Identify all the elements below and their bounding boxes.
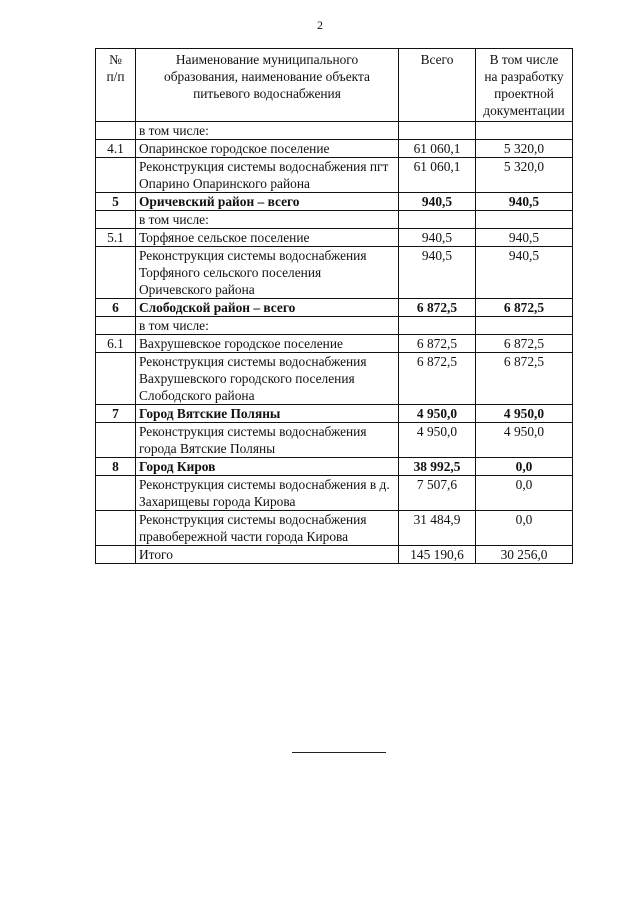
row-design-docs (476, 122, 573, 140)
row-total: 38 992,5 (399, 458, 476, 476)
table-row (96, 211, 573, 229)
header-incl: В том числе на разработку проектной документации (476, 49, 573, 122)
row-total: 940,5 (399, 247, 476, 299)
table-header (96, 49, 573, 122)
row-design-docs: 0,0 (476, 511, 573, 546)
separator-line (292, 752, 386, 753)
row-number: 5.1 (96, 229, 136, 247)
row-design-docs: 5 320,0 (476, 140, 573, 158)
row-total (399, 317, 476, 335)
row-name: Оричевский район – всего (136, 193, 399, 211)
row-name: Реконструкция системы водоснабжения Торфяного сельского поселения Оричевского района (136, 247, 399, 299)
row-name: Итого (136, 546, 399, 564)
row-name: в том числе: (136, 211, 399, 229)
row-name: Торфяное сельское поселение (136, 229, 399, 247)
row-number (96, 353, 136, 405)
table-row (96, 317, 573, 335)
row-design-docs: 6 872,5 (476, 299, 573, 317)
row-number (96, 247, 136, 299)
table-row (96, 140, 573, 158)
row-design-docs: 30 256,0 (476, 546, 573, 564)
table-row (96, 476, 573, 511)
row-total: 31 484,9 (399, 511, 476, 546)
row-number (96, 511, 136, 546)
row-design-docs: 5 320,0 (476, 158, 573, 193)
table-row (96, 405, 573, 423)
row-design-docs: 4 950,0 (476, 423, 573, 458)
row-total: 6 872,5 (399, 353, 476, 405)
row-total: 4 950,0 (399, 405, 476, 423)
row-name: Слободской район – всего (136, 299, 399, 317)
row-name: Реконструкция системы водоснабжения правобережной части города Кирова (136, 511, 399, 546)
row-design-docs: 0,0 (476, 476, 573, 511)
header-num: № п/п (96, 49, 136, 122)
row-total: 7 507,6 (399, 476, 476, 511)
row-total: 61 060,1 (399, 140, 476, 158)
row-name: Город Киров (136, 458, 399, 476)
table-row (96, 299, 573, 317)
row-number (96, 546, 136, 564)
row-design-docs (476, 211, 573, 229)
row-name: Реконструкция системы водоснабжения Вахрушевского городского поселения Слободского района (136, 353, 399, 405)
row-total: 4 950,0 (399, 423, 476, 458)
row-number: 6.1 (96, 335, 136, 353)
header-name: Наименование муниципального образования, наименование объекта питьевого водоснабжения (136, 49, 399, 122)
table-row (96, 546, 573, 564)
row-total: 61 060,1 (399, 158, 476, 193)
row-number: 4.1 (96, 140, 136, 158)
row-number (96, 122, 136, 140)
row-number: 7 (96, 405, 136, 423)
row-number (96, 476, 136, 511)
row-name: в том числе: (136, 122, 399, 140)
funding-table (95, 48, 573, 564)
table-row (96, 511, 573, 546)
page-number: 2 (317, 18, 323, 32)
row-total (399, 122, 476, 140)
table-row (96, 423, 573, 458)
row-total: 145 190,6 (399, 546, 476, 564)
table-row (96, 229, 573, 247)
row-number (96, 423, 136, 458)
row-total: 6 872,5 (399, 299, 476, 317)
header-total: Всего (399, 49, 476, 122)
row-design-docs: 940,5 (476, 229, 573, 247)
row-design-docs: 6 872,5 (476, 335, 573, 353)
table-row (96, 158, 573, 193)
row-name: Реконструкция системы водоснабжения пгт Опарино Опаринского района (136, 158, 399, 193)
row-name: в том числе: (136, 317, 399, 335)
table-row (96, 335, 573, 353)
table-row (96, 122, 573, 140)
row-design-docs: 940,5 (476, 247, 573, 299)
row-number (96, 158, 136, 193)
row-name: Реконструкция системы водоснабжения в д. Захарищевы города Кирова (136, 476, 399, 511)
row-number (96, 211, 136, 229)
row-name: Опаринское городское поселение (136, 140, 399, 158)
row-name: Город Вятские Поляны (136, 405, 399, 423)
row-name: Вахрушевское городское поселение (136, 335, 399, 353)
row-name: Реконструкция системы водоснабжения города Вятские Поляны (136, 423, 399, 458)
row-design-docs (476, 317, 573, 335)
row-number: 8 (96, 458, 136, 476)
row-design-docs: 6 872,5 (476, 353, 573, 405)
row-number (96, 317, 136, 335)
table-row (96, 458, 573, 476)
table-row (96, 193, 573, 211)
table-row (96, 247, 573, 299)
table-body (96, 122, 573, 564)
row-number: 5 (96, 193, 136, 211)
row-total: 6 872,5 (399, 335, 476, 353)
row-design-docs: 940,5 (476, 193, 573, 211)
row-total: 940,5 (399, 193, 476, 211)
row-total (399, 211, 476, 229)
row-number: 6 (96, 299, 136, 317)
row-design-docs: 4 950,0 (476, 405, 573, 423)
table-row (96, 353, 573, 405)
row-total: 940,5 (399, 229, 476, 247)
row-design-docs: 0,0 (476, 458, 573, 476)
